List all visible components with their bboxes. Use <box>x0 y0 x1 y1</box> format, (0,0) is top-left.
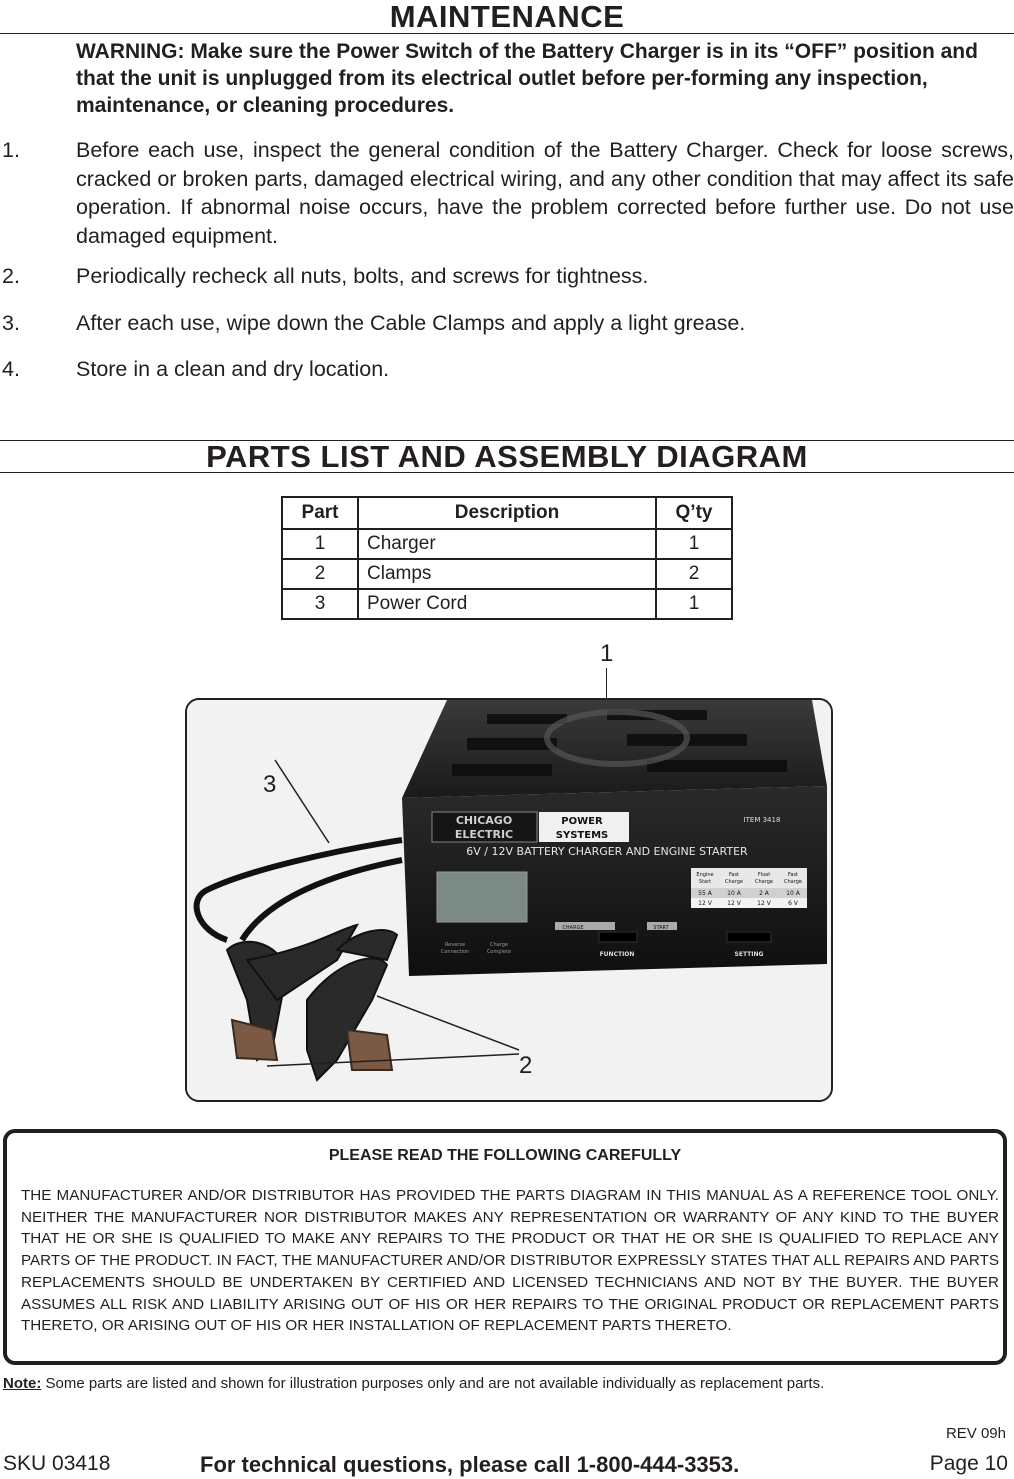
brand-systems: SYSTEMS <box>555 830 609 841</box>
table-row <box>282 529 732 559</box>
setting-1-volts: 12 V <box>698 900 712 907</box>
maintenance-title: MAINTENANCE <box>389 0 625 34</box>
brand-power: POWER <box>561 816 603 827</box>
setting-1-label2: Start <box>698 879 712 885</box>
cell-qty: 2 <box>656 559 732 589</box>
setting-1-amps: 55 A <box>698 890 712 897</box>
step-number: 1. <box>2 138 20 162</box>
charge-label: CHARGE <box>562 925 584 931</box>
start-label: START <box>653 925 669 931</box>
cell-part: 2 <box>282 559 358 589</box>
header-part: Part <box>282 497 358 529</box>
step-number: 3. <box>2 311 20 335</box>
maintenance-step-3 <box>0 309 1014 338</box>
maintenance-rule <box>0 33 1014 34</box>
parts-table-header <box>282 497 732 529</box>
setting-2-volts: 12 V <box>727 900 741 907</box>
setting-1-label1: Engine <box>696 872 714 878</box>
cell-description: Power Cord <box>358 589 656 619</box>
disclaimer-body: THE MANUFACTURER AND/OR DISTRIBUTOR HAS PROVIDED THE PARTS DIAGRAM IN THIS MANUAL AS A REFERENCE TOOL ONLY. NEITHER THE MANUFACTURER NOR DISTRIBUTOR MAKES ANY REPRESENTATION OR WARRANTY OF ANY KIND TO THE BUYER THAT HE OR SHE IS QUALIFIED TO MAKE ANY REPAIRS TO THE PRODUCT OR THAT HE OR SHE IS QUALIFIED TO REPLACE ANY PARTS OF THE PRODUCT. IN FACT, THE MANUFACTURER AND/OR DISTRIBUTOR EXPRESSLY STATES THAT ALL REPAIRS AND PARTS REPLACEMENTS SHOULD BE UNDERTAKEN BY CERTIFIED AND LICENSED TECHNICIANS AND NOT BY THE BUYER. THE BUYER ASSUMES ALL RISK AND LIABILITY ARISING OUT OF HIS OR HER REPAIRS TO THE ORIGINAL PRODUCT OR REPLACEMENT PARTS THERETO, OR ARISING OUT OF HIS OR HER INSTALLATION OF REPLACEMENT PARTS THERETO. <box>21 1187 999 1335</box>
setting-switch <box>727 932 771 942</box>
setting-4-amps: 10 A <box>786 890 800 897</box>
step-text: Periodically recheck all nuts, bolts, and screws for tightness. <box>76 264 649 288</box>
page-number: Page 10 <box>929 1452 1008 1475</box>
table-row <box>282 589 732 619</box>
reverse-label-1: Reverse <box>444 942 466 948</box>
complete-label-1: Charge <box>490 942 508 948</box>
cell-part: 3 <box>282 589 358 619</box>
cell-description: Clamps <box>358 559 656 589</box>
charger-photo <box>185 698 833 1102</box>
parts-table <box>281 496 733 620</box>
cell-qty: 1 <box>656 529 732 559</box>
maintenance-step-2 <box>0 262 1014 291</box>
cell-part: 1 <box>282 529 358 559</box>
setting-4-label1: Fast <box>787 872 799 878</box>
setting-4-label2: Charge <box>784 879 802 885</box>
setting-2-amps: 10 A <box>727 890 741 897</box>
parts-note <box>3 1375 824 1392</box>
step-number: 4. <box>2 357 20 381</box>
brand-electric: ELECTRIC <box>454 828 514 841</box>
maintenance-warning: WARNING: Make sure the Power Switch of the Battery Charger is in its “OFF” position and that the unit is unplugged from its electrical outlet before per-forming any inspection, maintenance, or cleaning procedures. <box>76 40 978 117</box>
note-text: Some parts are listed and shown for illustration purposes only and are not available individually as replacement parts. <box>41 1375 825 1392</box>
setting-chart <box>691 868 807 908</box>
item-number: ITEM 3418 <box>743 816 781 824</box>
cell-qty: 1 <box>656 589 732 619</box>
function-label: FUNCTION <box>599 951 635 958</box>
parts-rule-bottom <box>0 472 1014 473</box>
reverse-label-2: Connection <box>440 949 470 955</box>
disclaimer-title: PLEASE READ THE FOLLOWING CAREFULLY <box>328 1147 682 1164</box>
complete-label-2: Complete <box>486 949 512 955</box>
footer-sku: SKU 03418 <box>3 1452 111 1475</box>
callout-charger-leader <box>606 668 607 700</box>
setting-2-label1: Fast <box>728 872 740 878</box>
maintenance-step-4 <box>0 355 1014 384</box>
setting-3-amps: 2 A <box>759 890 769 897</box>
step-number: 2. <box>2 264 20 288</box>
callout-cord: 3 <box>263 771 277 798</box>
meter-window <box>437 872 527 922</box>
setting-3-label1: Float <box>757 872 771 878</box>
function-switch <box>599 932 637 942</box>
setting-2-label2: Charge <box>725 879 743 885</box>
header-qty: Q’ty <box>656 497 732 529</box>
setting-4-volts: 6 V <box>788 900 798 907</box>
step-text: Store in a clean and dry location. <box>76 357 390 381</box>
parts-title: PARTS LIST AND ASSEMBLY DIAGRAM <box>206 439 808 474</box>
note-label: Note: <box>3 1375 42 1392</box>
callout-clamps: 2 <box>519 1052 533 1079</box>
product-name: 6V / 12V BATTERY CHARGER AND ENGINE STARTER <box>466 845 748 858</box>
setting-label: SETTING <box>734 951 764 958</box>
step-text: After each use, wipe down the Cable Clamps and apply a light grease. <box>76 311 746 335</box>
charger-illustration <box>187 700 831 1100</box>
step-text: Before each use, inspect the general condition of the Battery Charger. Check for loose screws, cracked or broken parts, damaged electrical wiring, and any other condition that may affect its safe operation. If abnormal noise occurs, have the problem corrected before further use. Do not use damaged equipment. <box>76 138 1014 248</box>
disclaimer-box <box>3 1129 1007 1365</box>
brand-chicago: CHICAGO <box>455 814 513 827</box>
footer-phone: For technical questions, please call 1-800-444-3353. <box>200 1452 740 1477</box>
maintenance-step-1 <box>0 136 1014 250</box>
setting-3-volts: 12 V <box>757 900 771 907</box>
revision: REV 09h <box>945 1425 1006 1442</box>
table-row <box>282 559 732 589</box>
header-description: Description <box>358 497 656 529</box>
callout-charger: 1 <box>600 640 614 667</box>
cell-description: Charger <box>358 529 656 559</box>
setting-3-label2: Charge <box>755 879 773 885</box>
